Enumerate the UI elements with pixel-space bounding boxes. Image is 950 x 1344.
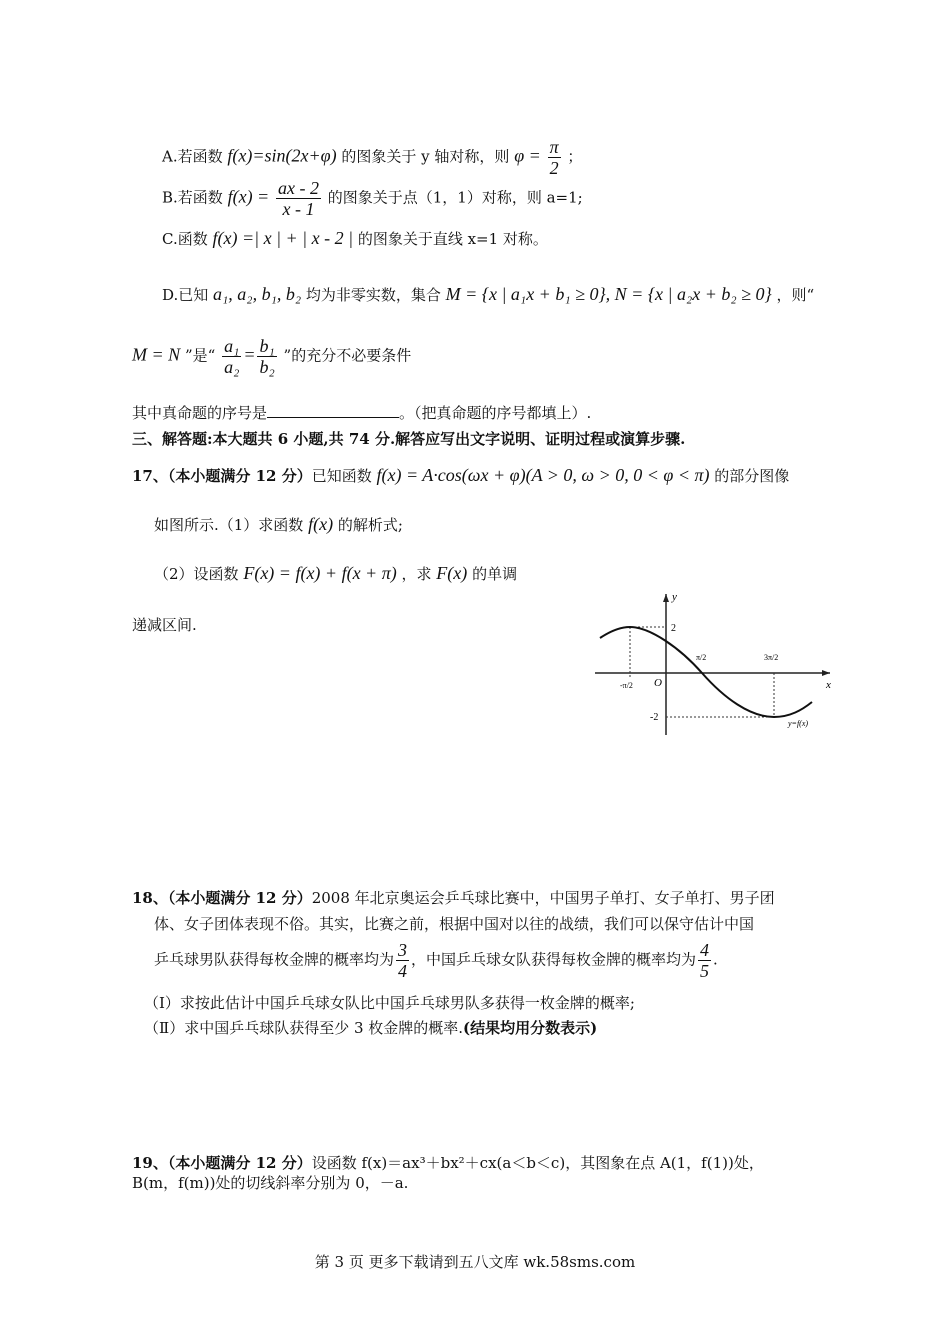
function-graph [590,590,840,740]
option-b-label: B.若函数 [162,188,223,207]
y-tick-bottom: -2 [650,712,659,723]
option-d-vars: a₁, a₂, b₁, b₂ [213,284,302,304]
y-tick-top: 2 [671,623,676,634]
fill-in-line: 其中真命题的序号是 。（把真命题的序号都填上）. [132,404,592,422]
q19-number: 19、 [132,1154,168,1172]
prob-men: $\frac{3}{4}$ [398,940,408,981]
option-c [162,228,548,249]
curve-label: y=f(x) [788,719,809,728]
ratio-a: $\frac{\text{a₁}}{\text{a₂}}$ [224,336,240,377]
q17-function: f(x) = A·cos(ωx + φ)(A > 0, ω > 0, 0 < φ < π) [376,465,710,485]
option-d-sets: M = {x | a₁x + b₁ ≥ 0}, N = {x | a₂x + b₂ ≥ 0} [445,284,772,304]
q17-number: 17、 [132,467,168,485]
option-d-label: D.已知 [162,286,209,304]
answer-blank[interactable] [267,403,399,418]
option-d-line2: M = N ”是“ $\frac{\text{a₁}}{\text{a₂}}$ = $\frac{\text{b₁}}{\text{b₂}}$ ”的充分不必要条件 [132,336,412,377]
option-a-fraction: $\frac{\pi}{2}$ [549,137,559,178]
q18-line2: 体、女子团体表现不俗。其实，比赛之前，根据中国对以往的战绩，我们可以保守估计中国 [154,915,755,933]
q18-line3: 乒乓球男队获得每枚金牌的概率均为 $\frac{3}{4}$ ，中国乒乓球女队获得每枚金牌的概率均为 $\frac{4}{5}$ . [154,940,718,981]
option-b-fraction: $\frac{ax - 2}{x - 1}$ [277,178,319,219]
x-axis-label: x [826,679,831,691]
page-footer: 第 3 页 更多下载请到五八文库 wk.58sms.com [314,1253,636,1271]
q17-line4: 递减区间. [132,616,197,634]
prob-women: $\frac{4}{5}$ [700,940,710,981]
option-c-text: 的图象关于直线 x=1 对称。 [357,230,548,248]
q17-score: （本小题满分 12 分） [167,467,312,485]
x-tick-half-pi: π/2 [696,653,707,662]
option-a-label: A.若函数 [162,147,223,166]
q17-line3: （2）设函数 F(x) = f(x) + f(x + π) ，求 F(x) 的单调 [154,563,518,583]
q18-score: （本小题满分 12 分） [167,889,312,907]
q19-score: （本小题满分 12 分） [167,1154,312,1172]
option-a-text: 的图象关于 y 轴对称，则 [341,147,510,166]
q18-part2: （Ⅱ）求中国乒乓球队获得至少 3 枚金牌的概率.(结果均用分数表示) [144,1019,598,1037]
q18-number: 18、 [132,889,168,907]
q17-line1: 17、（本小题满分 12 分）已知函数 f(x) = A·cos(ωx + φ)(A > 0, ω > 0, 0 < φ < π) 的部分图像 [132,465,790,485]
section-heading: 三、解答题:本大题共 6 小题,共 74 分.解答应写出文字说明、证明过程或演算步骤. [132,430,686,448]
x-tick-three-half-pi: 3π/2 [764,653,779,662]
y-axis-arrow [663,594,669,602]
ratio-b: $\frac{\text{b₁}}{\text{b₂}}$ [259,336,275,377]
origin-label: O [654,677,662,689]
option-c-label: C.函数 [162,230,208,248]
option-b-text: 的图象关于点（1，1）对称，则 a=1; [327,188,583,207]
y-axis-label: y [672,591,677,603]
option-d: D.已知 a₁, a₂, b₁, b₂ 均为非零实数，集合 M = {x | a₁x + b₁ ≥ 0}, N = {x | a₂x + b₂ ≥ 0} ，则“ [162,284,815,304]
q19-line2: B(m，f(m))处的切线斜率分别为 0，－a. [132,1174,409,1192]
option-a: A.若函数 f(x)=sin(2x+φ) 的图象关于 y 轴对称，则 φ = $\frac{\pi}{2}$ ； [162,137,583,178]
option-b-formula: f(x) = [227,186,270,207]
x-tick-neg-half-pi: -π/2 [620,681,633,690]
q18-part1: （Ⅰ）求按此估计中国乒乓球女队比中国乒乓球男队多获得一枚金牌的概率; [144,994,635,1012]
option-b [162,178,583,219]
q19-line1: 19、（本小题满分 12 分）设函数 f(x)＝ax³＋bx²＋cx(a＜b＜c)，其图象在点 A(1，f(1))处， [132,1154,764,1172]
x-axis-arrow [822,670,830,676]
option-c-formula: f(x) =| x | + | x - 2 | [212,228,354,248]
q17-line2: 如图所示.（1）求函数 f(x) 的解析式; [154,514,403,534]
q18-line1: 18、（本小题满分 12 分）2008 年北京奥运会乒乓球比赛中，中国男子单打、女子单打、男子团 [132,889,775,907]
option-a-phi: φ = [514,145,541,166]
option-a-formula: f(x)=sin(2x+φ) [227,145,337,166]
cosine-curve [600,627,812,717]
